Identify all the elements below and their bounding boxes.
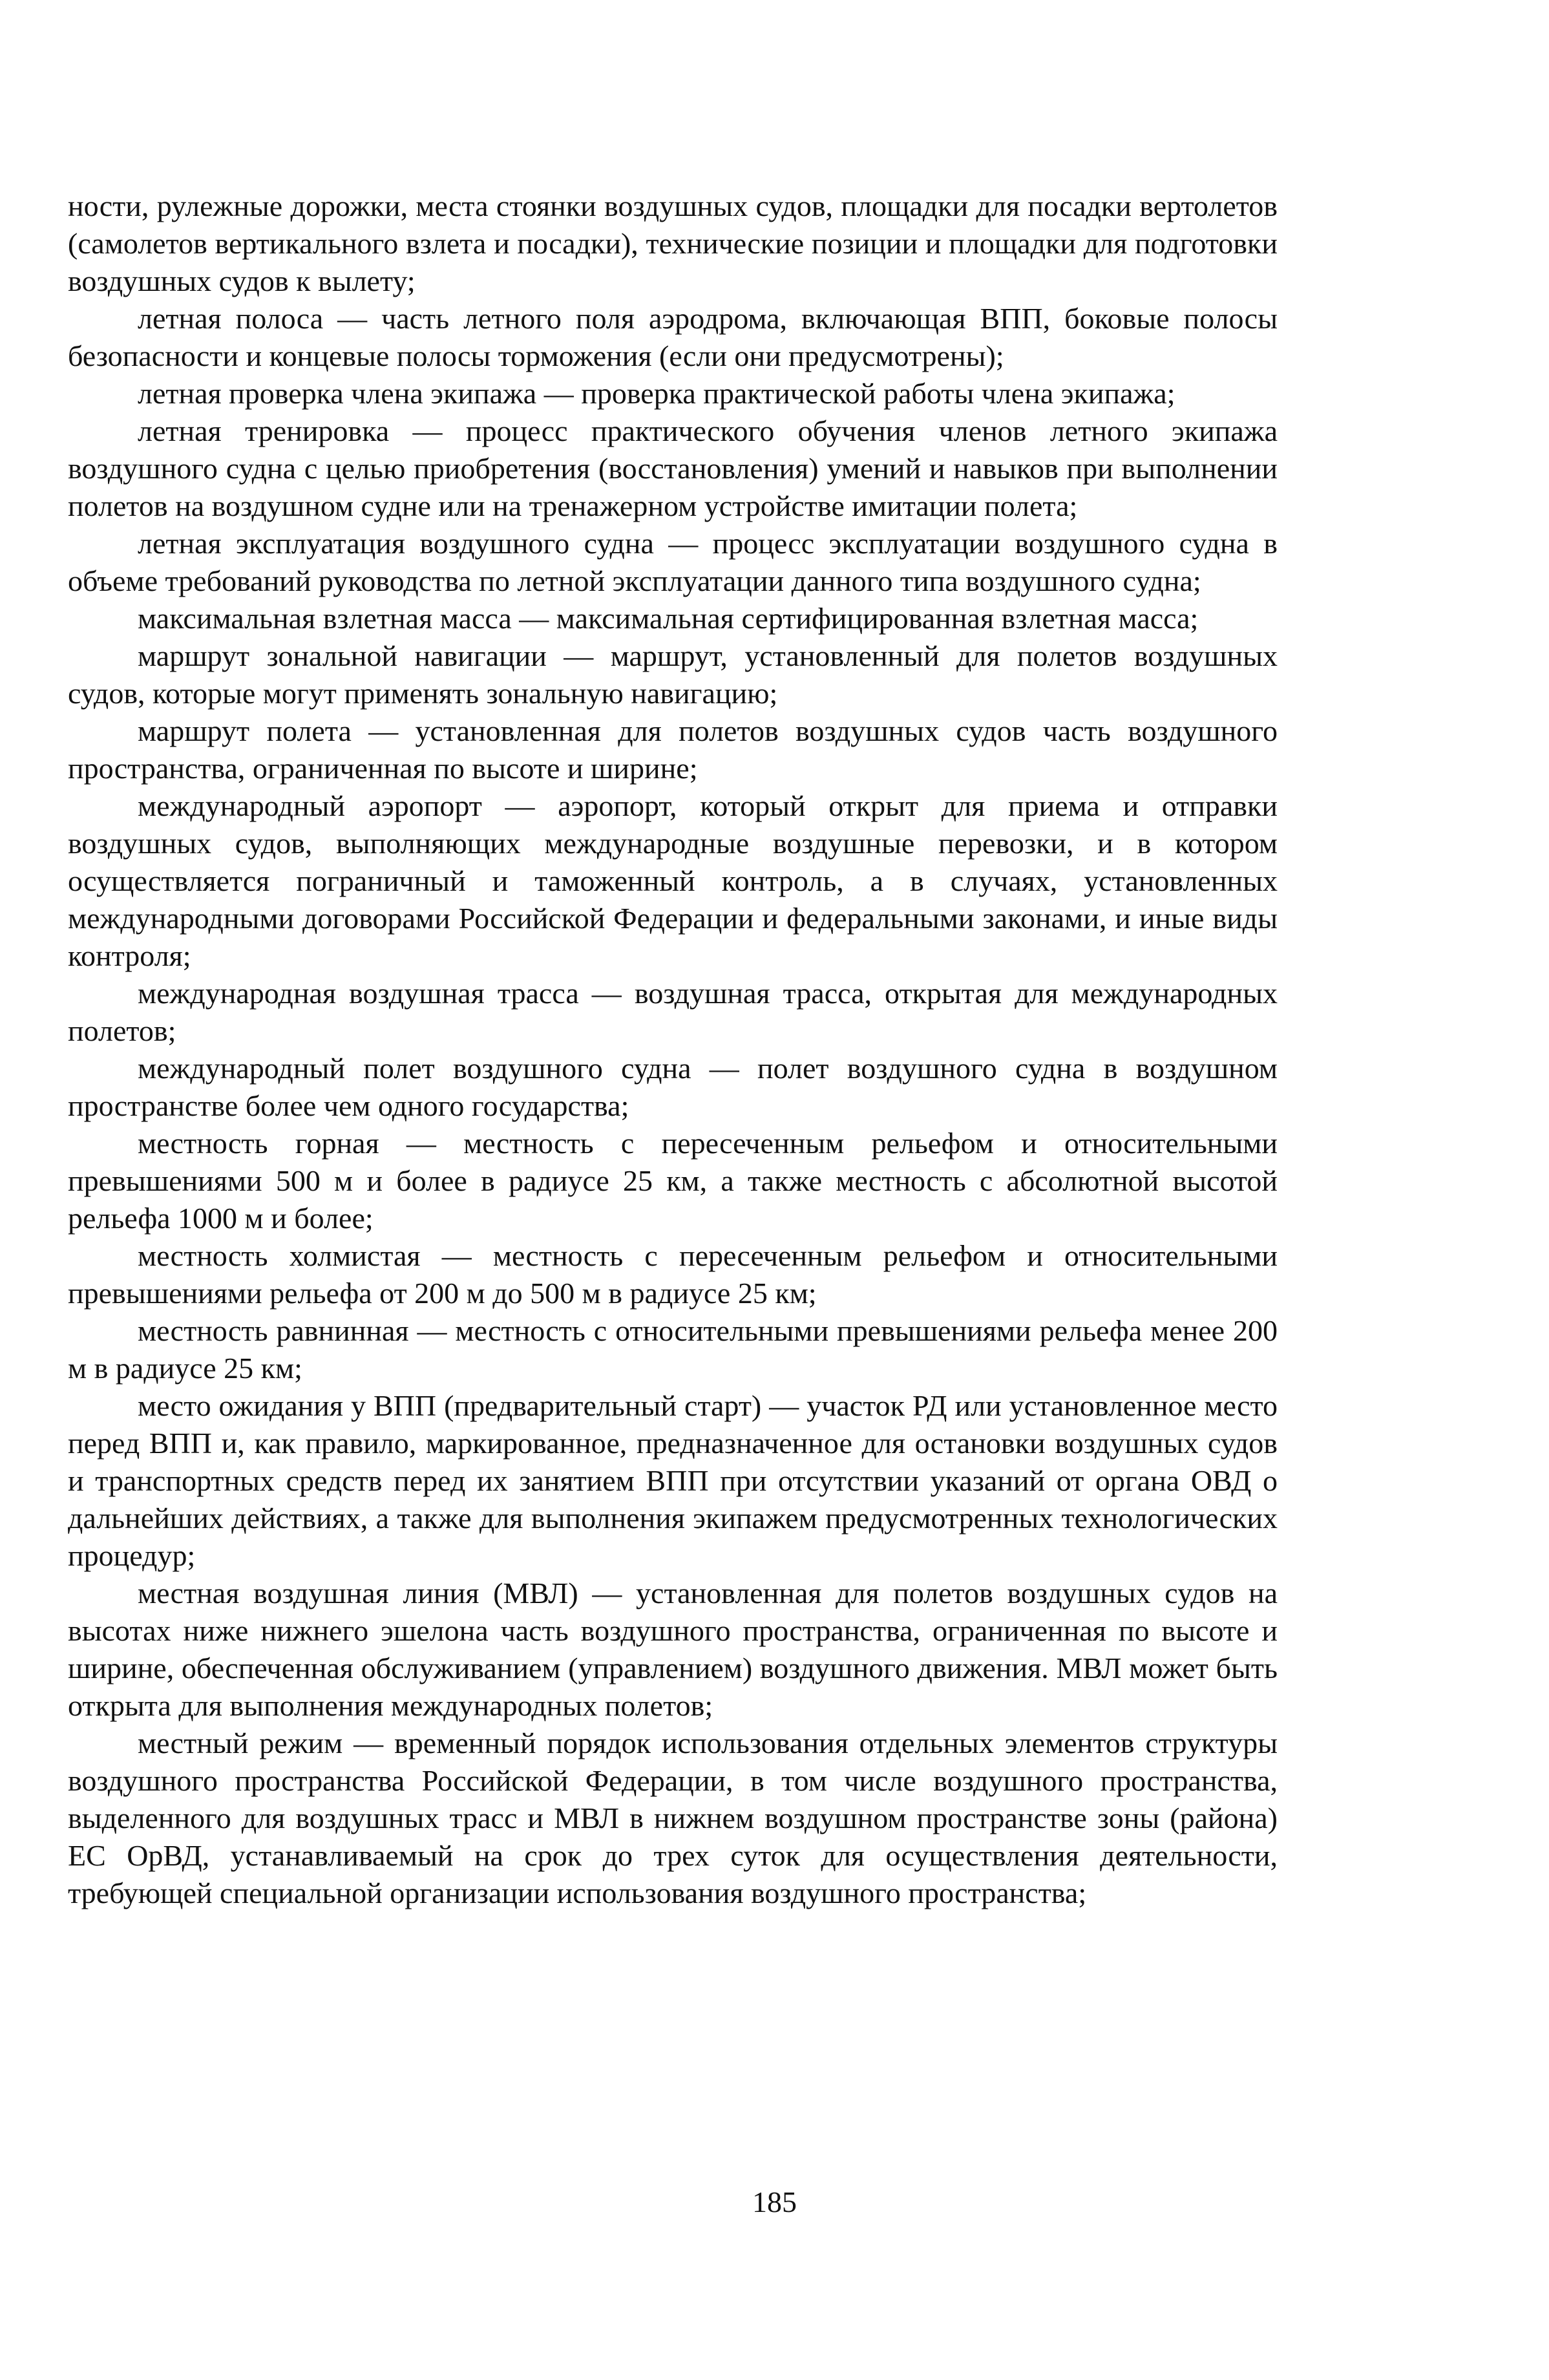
paragraph-mestnaya-vozdushnaya-liniya: местная воздушная линия (МВЛ) — установленная для полетов воздушных судов на высотах ниже нижнего эшелона часть воздушного пространства, ограниченная по высоте и ширине, обеспеченная обслуживанием (управлением) воздушного движения. МВЛ может быть открыта для выполнения международных полетов; [68, 1577, 1278, 1722]
paragraph-continuation: ности, рулежные дорожки, места стоянки воздушных судов, площадки для посадки вертолетов (самолетов вертикального взлета и посадки), технические позиции и площадки для подготовки воздушных судов к вылету; [68, 189, 1278, 297]
paragraph-mezhdunarodnaya-trassa: международная воздушная трасса — воздушная трасса, открытая для международных полетов; [68, 977, 1278, 1047]
paragraph-maks-vzletnaya-massa: максимальная взлетная масса — максимальная сертифицированная взлетная масса; [138, 602, 1199, 635]
page-number: 185 [752, 2185, 797, 2218]
paragraph-marshrut-zonalnoy-navigatsii: маршрут зональной навигации — маршрут, установленный для полетов воздушных судов, которые могут применять зональную навигацию; [68, 639, 1278, 710]
paragraph-marshrut-poleta: маршрут полета — установленная для полетов воздушных судов часть воздушного пространства, ограниченная по высоте и ширине; [68, 714, 1278, 785]
paragraph-mestnost-gornaya: местность горная — местность с пересеченным рельефом и относительными превышениями 500 м и более в радиусе 25 км, а также местность с абсолютной высотой рельефа 1000 м и более; [68, 1127, 1278, 1235]
document-body [68, 187, 1278, 1912]
paragraph-letnaya-ekspluatatsiya: летная эксплуатация воздушного судна — процесс эксплуатации воздушного судна в объеме требований руководства по летной эксплуатации данного типа воздушного судна; [68, 527, 1278, 597]
paragraph-mestny-rezhim: местный режим — временный порядок использования отдельных элементов структуры воздушного пространства Российской Федерации, в том числе воздушного пространства, выделенного для воздушных трасс и МВЛ в нижнем воздушном пространстве зоны (района) ЕС ОрВД, устанавливаемый на срок до трех суток для осуществления деятельности, требующей специальной организации использования воздушного пространства; [68, 1727, 1278, 1909]
paragraph-letnaya-proverka: летная проверка члена экипажа — проверка практической работы члена экипажа; [138, 377, 1175, 410]
paragraph-mestnost-ravninnaya: местность равнинная — местность с относительными превышениями рельефа менее 200 м в радиусе 25 км; [68, 1314, 1278, 1385]
paragraph-mezhdunarodny-polet: международный полет воздушного судна — полет воздушного судна в воздушном пространстве более чем одного государства; [68, 1052, 1278, 1122]
paragraph-letnaya-polosa: летная полоса — часть летного поля аэродрома, включающая ВПП, боковые полосы безопасности и концевые полосы торможения (если они предусмотрены); [68, 302, 1278, 372]
paragraph-mestnost-kholmistaya: местность холмистая — местность с пересеченным рельефом и относительными превышениями рельефа от 200 м до 500 м в радиусе 25 км; [68, 1239, 1278, 1310]
paragraph-mesto-ozhidaniya: место ожидания у ВПП (предварительный старт) — участок РД или установленное место перед ВПП и, как правило, маркированное, предназначенное для остановки воздушных судов и транспортных средств перед их занятием ВПП при отсутствии указаний от органа ОВД о дальнейших действиях, а также для выполнения экипажем предусмотренных технологических процедур; [68, 1389, 1278, 1572]
paragraph-letnaya-trenirovka: летная тренировка — процесс практического обучения членов летного экипажа воздушного судна с целью приобретения (восстановления) умений и навыков при выполнении полетов на воздушном судне или на тренажерном устройстве имитации полета; [68, 414, 1278, 522]
paragraph-mezhdunarodny-aeroport: международный аэропорт — аэропорт, который открыт для приема и отправки воздушных судов, выполняющих международные воздушные перевозки, и в котором осуществляется пограничный и таможенный контроль, а в случаях, установленных международными договорами Российской Федерации и федеральными законами, и иные виды контроля; [68, 789, 1278, 972]
